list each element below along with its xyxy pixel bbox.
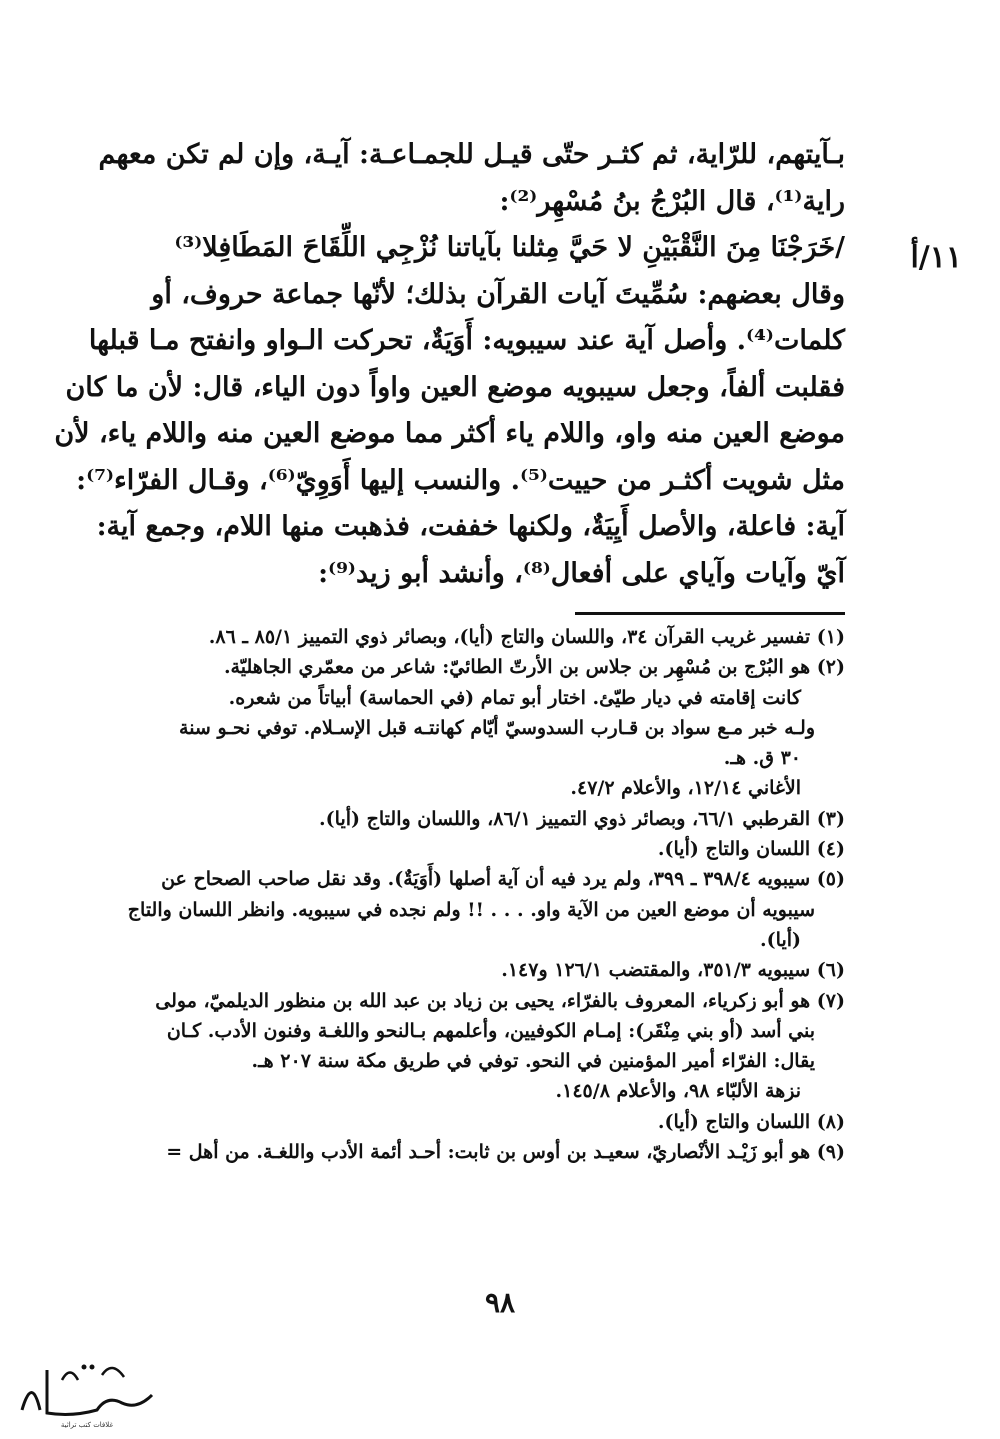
calligraphy-logo-icon (12, 1355, 162, 1430)
main-text (54, 132, 845, 597)
text-line: آية: فاعلة، والأصل أَيِيَةٌ، ولكنها خففت، فذهبت منها اللام، وجمع آية: (96, 511, 845, 542)
footnote-line: كانت إقامته في ديار طيّئ. اختار أبو تمام (في الحماسة) أبياتاً من شعره. (228, 686, 801, 709)
footnote-line: (أيا). (760, 928, 801, 951)
text-line: راية⁽¹⁾، قال البُرْجُ بنُ مُسْهِر⁽²⁾: (499, 185, 845, 217)
footnote-line: (٤) اللسان والتاج (أيا). (657, 838, 845, 861)
footnote-line: (٨) اللسان والتاج (أيا). (657, 1110, 845, 1133)
footnote-line: (٥) سيبويه ٣٩٨/٤ ـ ٣٩٩، ولم يرد فيه أن آية أصلها (أَوَيَةٌ). وقد نقل صاحب الصحاح عن (161, 868, 845, 891)
text-line: مثل شويت أكثـر من حييت⁽⁵⁾. والنسب إليها أَوَوِيّ⁽⁶⁾، وقـال الفرّاء⁽⁷⁾: (76, 464, 845, 496)
text-line: وقال بعضهم: سُمِّيتَ آيات القرآن بذلك؛ لأنّها جماعة حروف، أو (151, 278, 845, 310)
page-number: ٩٨ (484, 1286, 516, 1319)
logo-drawing (12, 1355, 162, 1430)
footnote-line: ولـه خبر مـع سواد بن قـارب السدوسيّ أيّام كهانتـه قبل الإسـلام. توفي نحـو سنة (179, 716, 815, 739)
footnote-line: (١) تفسير غريب القرآن ٣٤، واللسان والتاج (أيا)، وبصائر ذوي التمييز ٨٥/١ ـ ٨٦. (208, 626, 845, 648)
text-line: موضع العين منه واو، واللام ياء أكثر مما موضع العين منه واللام ياء، لأن (54, 418, 845, 449)
footnote-line: (٧) هو أبو زكرياء، المعروف بالفرّاء، يحيى بن زياد بن عبد الله بن منظور الديلميّ، مولى (155, 989, 845, 1012)
logo-caption: غلافات كتب تراثية (60, 1421, 114, 1429)
footnote-line: ٣٠ ق. هـ. (723, 747, 801, 770)
footnote-line: نزهة الألبّاء ٩٨، والأعلام ١٤٥/٨. (555, 1080, 801, 1103)
footnote-line: بني أسد (أو بني مِنْقَر): إمـام الكوفيين، وأعلمهم بـالنحو واللغـة وفنون الأدب. كـان (166, 1019, 815, 1042)
footnote-line: (٩) هو أبو زَيْـد الأنْصاريّ، سعيـد بن أوس بن ثابت: أحـد أئمة الأدب واللغـة. من أهل = (166, 1141, 845, 1164)
footnote-line: (٣) القرطبي ٦٦/١، وبصائر ذوي التمييز ٨٦/١، واللسان والتاج (أيا). (319, 807, 845, 830)
text-line: آيّ وآيات وآياي على أفعال⁽⁸⁾، وأنشد أبو زيد⁽⁹⁾: (318, 557, 845, 589)
text-line: كلمات⁽⁴⁾. وأصل آية عند سيبويه: أَوَيَةٌ، تحركت الـواو وانفتح مـا قبلها (88, 325, 845, 356)
footnote-line: يقال: الفرّاء أمير المؤمنين في النحو. توفي في طريق مكة سنة ٢٠٧ هـ. (251, 1050, 815, 1073)
footnotes (127, 622, 845, 1167)
footnote-line: (٢) هو البُرْج بن مُسْهِر بن جلاس بن الأرتّ الطائيّ: شاعر من معمّري الجاهليّة. (223, 656, 845, 679)
footnote-line: (٦) سيبويه ٣٥١/٣، والمقتضب ١٢٦/١ و١٤٧. (501, 959, 845, 982)
footnote-separator (575, 612, 845, 615)
margin-folio-note: ١١/أ (910, 240, 962, 275)
text-line: فقلبت ألفاً، وجعل سيبويه موضع العين واواً دون الياء، قال: لأن ما كان (65, 371, 845, 403)
text-line: بـآيتهم، للرّاية، ثم كثـر حتّى قيـل للجمـاعـة: آيـة، وإن لم تكن معهم (98, 139, 845, 170)
footnote-line: سيبويه أن موضع العين من الآية واو. . . . !! ولم نجده في سيبويه. وانظر اللسان والتاج (127, 898, 815, 921)
footnote-line: الأغاني ١٢/١٤، والأعلام ٤٧/٢. (570, 777, 801, 800)
verse-line: /خَرَجْنَا مِنَ النَّقْبَيْنِ لا حَيَّ مِثلنا بآياتنا نُزْجِي اللِّقَاحَ المَطَافِلا⁽³⁾ (174, 232, 845, 263)
